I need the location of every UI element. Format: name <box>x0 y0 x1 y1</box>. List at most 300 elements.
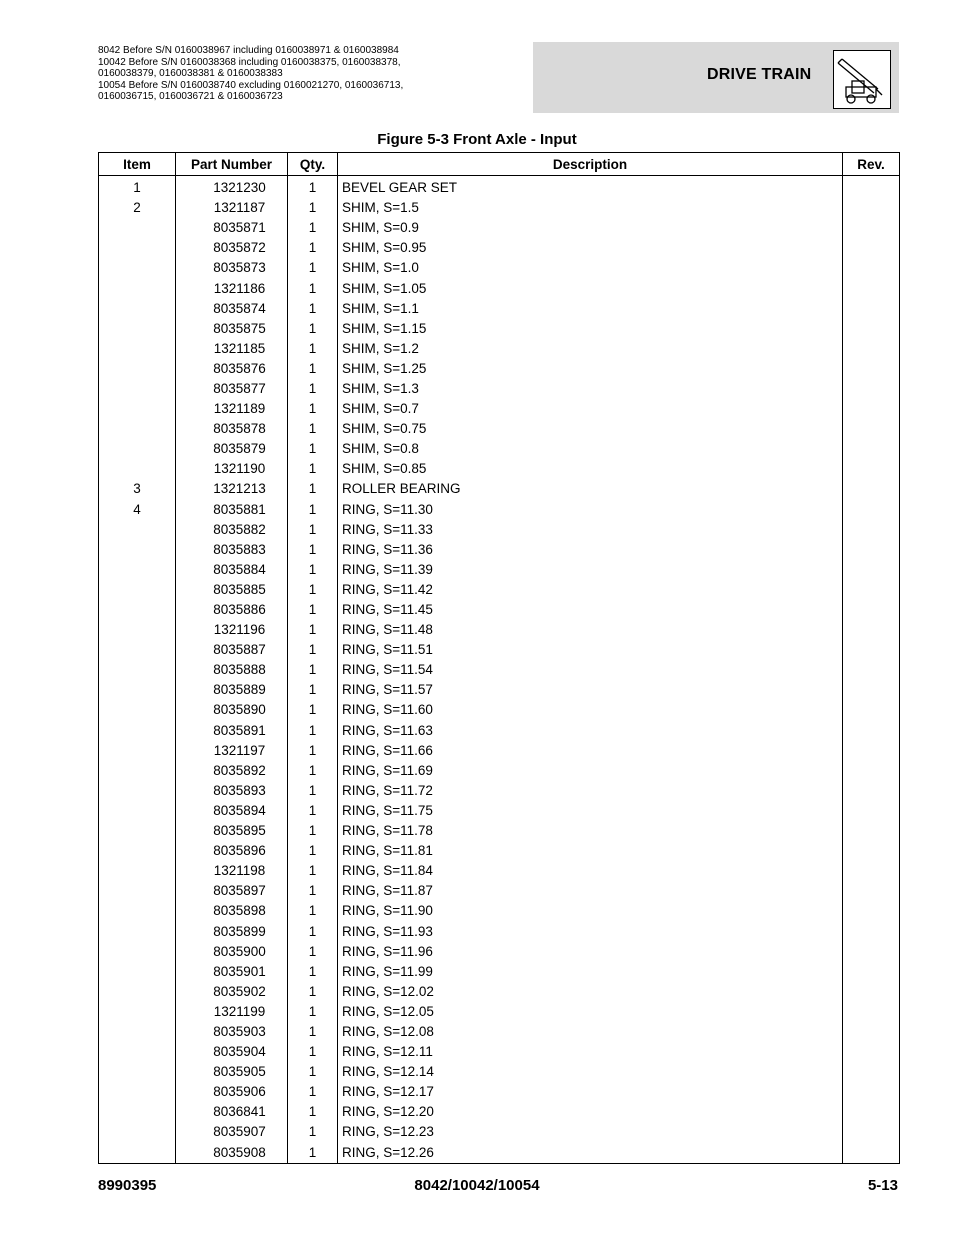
table-row <box>99 379 900 399</box>
table-row <box>99 841 900 861</box>
cell-rev <box>843 942 900 962</box>
cell-description: RING, S=12.05 <box>338 1002 843 1022</box>
cell-description: RING, S=11.63 <box>338 721 843 741</box>
cell-description: SHIM, S=1.15 <box>338 319 843 339</box>
cell-rev <box>843 801 900 821</box>
figure-title: Figure 5-3 Front Axle - Input <box>377 131 577 148</box>
cell-rev <box>843 721 900 741</box>
table-row <box>99 640 900 660</box>
cell-qty: 1 <box>288 1042 338 1062</box>
footer-page-number: 5-13 <box>867 1177 898 1194</box>
cell-part-number: 8035890 <box>176 700 288 720</box>
cell-rev <box>843 278 900 298</box>
cell-description: RING, S=12.14 <box>338 1062 843 1082</box>
cell-rev <box>843 479 900 499</box>
table-row <box>99 540 900 560</box>
cell-qty: 1 <box>288 238 338 258</box>
table-row <box>99 299 900 319</box>
cell-rev <box>843 761 900 781</box>
cell-item <box>99 821 176 841</box>
cell-qty: 1 <box>288 1002 338 1022</box>
cell-rev <box>843 962 900 982</box>
table-row <box>99 218 900 238</box>
cell-item <box>99 660 176 680</box>
cell-item <box>99 841 176 861</box>
cell-rev <box>843 1042 900 1062</box>
cell-part-number: 8035901 <box>176 962 288 982</box>
cell-part-number: 8035881 <box>176 500 288 520</box>
table-row <box>99 620 900 640</box>
table-row <box>99 258 900 278</box>
cell-description: SHIM, S=1.25 <box>338 359 843 379</box>
cell-item <box>99 359 176 379</box>
cell-item <box>99 379 176 399</box>
cell-rev <box>843 176 900 199</box>
cell-item <box>99 761 176 781</box>
cell-description: RING, S=11.69 <box>338 761 843 781</box>
table-row <box>99 962 900 982</box>
cell-item: 1 <box>99 176 176 199</box>
cell-qty: 1 <box>288 680 338 700</box>
cell-rev <box>843 861 900 881</box>
cell-part-number: 1321197 <box>176 741 288 761</box>
table-row <box>99 1042 900 1062</box>
table-header-row <box>99 153 900 176</box>
cell-qty: 1 <box>288 359 338 379</box>
table-row <box>99 1082 900 1102</box>
cell-qty: 1 <box>288 942 338 962</box>
cell-description: RING, S=11.99 <box>338 962 843 982</box>
cell-description: RING, S=11.78 <box>338 821 843 841</box>
cell-rev <box>843 640 900 660</box>
cell-item <box>99 560 176 580</box>
cell-item <box>99 901 176 921</box>
cell-part-number: 1321186 <box>176 278 288 298</box>
cell-part-number: 1321190 <box>176 459 288 479</box>
table-row <box>99 741 900 761</box>
cell-description: RING, S=11.57 <box>338 680 843 700</box>
section-header <box>533 42 899 113</box>
cell-qty: 1 <box>288 901 338 921</box>
cell-item <box>99 1062 176 1082</box>
parts-table <box>98 152 900 1164</box>
cell-description: RING, S=11.75 <box>338 801 843 821</box>
cell-qty: 1 <box>288 761 338 781</box>
cell-part-number: 8035907 <box>176 1122 288 1142</box>
cell-rev <box>843 439 900 459</box>
cell-part-number: 8035903 <box>176 1022 288 1042</box>
cell-description: RING, S=11.54 <box>338 660 843 680</box>
cell-description: SHIM, S=1.05 <box>338 278 843 298</box>
cell-item <box>99 399 176 419</box>
cell-part-number: 8035872 <box>176 238 288 258</box>
cell-description: SHIM, S=0.95 <box>338 238 843 258</box>
table-row <box>99 520 900 540</box>
cell-rev <box>843 620 900 640</box>
cell-description: SHIM, S=0.8 <box>338 439 843 459</box>
cell-rev <box>843 781 900 801</box>
cell-rev <box>843 540 900 560</box>
cell-description: SHIM, S=1.1 <box>338 299 843 319</box>
cell-description: RING, S=11.81 <box>338 841 843 861</box>
table-row <box>99 901 900 921</box>
cell-part-number: 8035891 <box>176 721 288 741</box>
cell-part-number: 8035897 <box>176 881 288 901</box>
cell-part-number: 8035904 <box>176 1042 288 1062</box>
cell-description: SHIM, S=0.7 <box>338 399 843 419</box>
cell-qty: 1 <box>288 176 338 199</box>
cell-description: RING, S=11.66 <box>338 741 843 761</box>
table-row <box>99 861 900 881</box>
cell-part-number: 8036841 <box>176 1102 288 1122</box>
table-row <box>99 319 900 339</box>
table-row <box>99 721 900 741</box>
cell-item <box>99 540 176 560</box>
cell-rev <box>843 580 900 600</box>
cell-part-number: 8035908 <box>176 1143 288 1164</box>
cell-item <box>99 319 176 339</box>
cell-item <box>99 459 176 479</box>
parts-table-body <box>99 176 900 1164</box>
applicability-line: 8042 Before S/N 0160038967 including 0160038971 & 0160038984 <box>98 45 399 56</box>
table-row <box>99 1122 900 1142</box>
cell-description: SHIM, S=1.0 <box>338 258 843 278</box>
cell-qty: 1 <box>288 299 338 319</box>
cell-part-number: 1321185 <box>176 339 288 359</box>
cell-rev <box>843 600 900 620</box>
cell-qty: 1 <box>288 781 338 801</box>
cell-item <box>99 921 176 941</box>
cell-description: RING, S=11.96 <box>338 942 843 962</box>
cell-part-number: 8035893 <box>176 781 288 801</box>
cell-part-number: 8035896 <box>176 841 288 861</box>
cell-rev <box>843 1082 900 1102</box>
table-row <box>99 700 900 720</box>
cell-qty: 1 <box>288 600 338 620</box>
cell-description: BEVEL GEAR SET <box>338 176 843 199</box>
cell-part-number: 8035902 <box>176 982 288 1002</box>
cell-part-number: 8035887 <box>176 640 288 660</box>
cell-rev <box>843 1122 900 1142</box>
table-row <box>99 359 900 379</box>
cell-description: RING, S=12.20 <box>338 1102 843 1122</box>
cell-rev <box>843 901 900 921</box>
applicability-line: 0160038379, 0160038381 & 0160038383 <box>98 68 283 79</box>
table-row <box>99 198 900 218</box>
table-row <box>99 439 900 459</box>
cell-item <box>99 1022 176 1042</box>
cell-item <box>99 419 176 439</box>
cell-qty: 1 <box>288 218 338 238</box>
cell-description: SHIM, S=1.2 <box>338 339 843 359</box>
cell-rev <box>843 419 900 439</box>
cell-rev <box>843 1102 900 1122</box>
cell-item <box>99 640 176 660</box>
cell-qty: 1 <box>288 1022 338 1042</box>
cell-description: RING, S=12.08 <box>338 1022 843 1042</box>
cell-item <box>99 580 176 600</box>
cell-rev <box>843 881 900 901</box>
cell-description: RING, S=11.36 <box>338 540 843 560</box>
table-row <box>99 399 900 419</box>
cell-part-number: 8035888 <box>176 660 288 680</box>
cell-qty: 1 <box>288 479 338 499</box>
cell-qty: 1 <box>288 841 338 861</box>
cell-item <box>99 238 176 258</box>
cell-qty: 1 <box>288 801 338 821</box>
table-row <box>99 921 900 941</box>
cell-item <box>99 861 176 881</box>
cell-rev <box>843 841 900 861</box>
cell-qty: 1 <box>288 982 338 1002</box>
cell-qty: 1 <box>288 881 338 901</box>
table-row <box>99 459 900 479</box>
cell-rev <box>843 258 900 278</box>
cell-qty: 1 <box>288 660 338 680</box>
cell-part-number: 8035895 <box>176 821 288 841</box>
cell-item <box>99 218 176 238</box>
table-row <box>99 339 900 359</box>
cell-part-number: 8035878 <box>176 419 288 439</box>
cell-qty: 1 <box>288 258 338 278</box>
cell-description: SHIM, S=0.75 <box>338 419 843 439</box>
cell-item <box>99 721 176 741</box>
cell-item <box>99 1143 176 1164</box>
cell-item <box>99 781 176 801</box>
cell-part-number: 8035892 <box>176 761 288 781</box>
cell-qty: 1 <box>288 1122 338 1142</box>
applicability-line: 0160036715, 0160036721 & 0160036723 <box>98 91 283 102</box>
cell-description: RING, S=11.87 <box>338 881 843 901</box>
table-row <box>99 942 900 962</box>
cell-rev <box>843 238 900 258</box>
cell-rev <box>843 299 900 319</box>
cell-part-number: 8035873 <box>176 258 288 278</box>
cell-rev <box>843 821 900 841</box>
table-row <box>99 1002 900 1022</box>
cell-part-number: 8035882 <box>176 520 288 540</box>
section-title: DRIVE TRAIN <box>707 66 812 83</box>
cell-part-number: 8035879 <box>176 439 288 459</box>
cell-description: SHIM, S=1.5 <box>338 198 843 218</box>
cell-rev <box>843 500 900 520</box>
column-header-qty: Qty. <box>288 153 338 176</box>
footer-doc-number: 8990395 <box>98 1177 157 1194</box>
telehandler-icon <box>833 50 891 109</box>
cell-part-number: 1321198 <box>176 861 288 881</box>
table-row <box>99 419 900 439</box>
cell-rev <box>843 520 900 540</box>
cell-item: 3 <box>99 479 176 499</box>
cell-qty: 1 <box>288 741 338 761</box>
cell-description: ROLLER BEARING <box>338 479 843 499</box>
cell-qty: 1 <box>288 198 338 218</box>
cell-rev <box>843 359 900 379</box>
cell-part-number: 8035900 <box>176 942 288 962</box>
applicability-line: 10054 Before S/N 0160038740 excluding 0160021270, 0160036713, <box>98 79 404 91</box>
cell-rev <box>843 680 900 700</box>
table-row <box>99 278 900 298</box>
table-row <box>99 1102 900 1122</box>
cell-part-number: 1321199 <box>176 1002 288 1022</box>
table-row <box>99 176 900 199</box>
cell-qty: 1 <box>288 339 338 359</box>
cell-qty: 1 <box>288 379 338 399</box>
cell-item <box>99 1122 176 1142</box>
cell-qty: 1 <box>288 1082 338 1102</box>
table-row <box>99 1143 900 1164</box>
cell-qty: 1 <box>288 1102 338 1122</box>
cell-rev <box>843 1062 900 1082</box>
cell-rev <box>843 319 900 339</box>
cell-part-number: 8035885 <box>176 580 288 600</box>
table-row <box>99 881 900 901</box>
cell-item <box>99 741 176 761</box>
cell-item <box>99 1042 176 1062</box>
table-row <box>99 801 900 821</box>
cell-part-number: 8035905 <box>176 1062 288 1082</box>
table-row <box>99 1062 900 1082</box>
cell-description: RING, S=11.33 <box>338 520 843 540</box>
cell-part-number: 8035906 <box>176 1082 288 1102</box>
cell-description: SHIM, S=0.9 <box>338 218 843 238</box>
cell-part-number: 1321213 <box>176 479 288 499</box>
cell-rev <box>843 660 900 680</box>
cell-description: RING, S=11.42 <box>338 580 843 600</box>
cell-qty: 1 <box>288 861 338 881</box>
table-row <box>99 560 900 580</box>
cell-part-number: 8035899 <box>176 921 288 941</box>
cell-part-number: 8035883 <box>176 540 288 560</box>
cell-item <box>99 299 176 319</box>
cell-qty: 1 <box>288 319 338 339</box>
cell-rev <box>843 741 900 761</box>
cell-qty: 1 <box>288 500 338 520</box>
column-header-item: Item <box>99 153 176 176</box>
cell-rev <box>843 1022 900 1042</box>
cell-qty: 1 <box>288 278 338 298</box>
cell-item <box>99 1082 176 1102</box>
cell-description: RING, S=11.51 <box>338 640 843 660</box>
cell-qty: 1 <box>288 439 338 459</box>
cell-qty: 1 <box>288 921 338 941</box>
cell-item <box>99 600 176 620</box>
cell-part-number: 8035871 <box>176 218 288 238</box>
cell-qty: 1 <box>288 580 338 600</box>
cell-description: RING, S=12.11 <box>338 1042 843 1062</box>
cell-item <box>99 942 176 962</box>
cell-rev <box>843 459 900 479</box>
footer-models: 8042/10042/10054 <box>414 1177 540 1194</box>
cell-description: SHIM, S=1.3 <box>338 379 843 399</box>
cell-description: SHIM, S=0.85 <box>338 459 843 479</box>
cell-part-number: 8035886 <box>176 600 288 620</box>
table-row <box>99 1022 900 1042</box>
cell-rev <box>843 218 900 238</box>
cell-qty: 1 <box>288 399 338 419</box>
cell-part-number: 8035884 <box>176 560 288 580</box>
cell-item <box>99 620 176 640</box>
cell-qty: 1 <box>288 1143 338 1164</box>
cell-rev <box>843 379 900 399</box>
cell-description: RING, S=12.02 <box>338 982 843 1002</box>
cell-rev <box>843 560 900 580</box>
cell-qty: 1 <box>288 1062 338 1082</box>
cell-rev <box>843 1143 900 1164</box>
cell-item: 4 <box>99 500 176 520</box>
cell-description: RING, S=11.30 <box>338 500 843 520</box>
cell-rev <box>843 921 900 941</box>
cell-item <box>99 1102 176 1122</box>
cell-qty: 1 <box>288 962 338 982</box>
cell-qty: 1 <box>288 540 338 560</box>
cell-part-number: 1321196 <box>176 620 288 640</box>
cell-description: RING, S=11.84 <box>338 861 843 881</box>
cell-description: RING, S=11.90 <box>338 901 843 921</box>
applicability-notes <box>98 45 518 103</box>
cell-item <box>99 339 176 359</box>
cell-description: RING, S=11.48 <box>338 620 843 640</box>
cell-rev <box>843 399 900 419</box>
cell-item <box>99 982 176 1002</box>
cell-qty: 1 <box>288 419 338 439</box>
cell-part-number: 8035875 <box>176 319 288 339</box>
cell-description: RING, S=11.93 <box>338 921 843 941</box>
table-row <box>99 238 900 258</box>
table-row <box>99 479 900 499</box>
cell-item: 2 <box>99 198 176 218</box>
table-row <box>99 600 900 620</box>
cell-part-number: 8035898 <box>176 901 288 921</box>
cell-item <box>99 1002 176 1022</box>
cell-qty: 1 <box>288 721 338 741</box>
cell-item <box>99 278 176 298</box>
cell-item <box>99 680 176 700</box>
cell-item <box>99 700 176 720</box>
column-header-part-number: Part Number <box>176 153 288 176</box>
column-header-rev: Rev. <box>843 153 900 176</box>
cell-qty: 1 <box>288 700 338 720</box>
cell-rev <box>843 700 900 720</box>
cell-part-number: 8035876 <box>176 359 288 379</box>
cell-part-number: 1321230 <box>176 176 288 199</box>
cell-item <box>99 520 176 540</box>
cell-description: RING, S=11.72 <box>338 781 843 801</box>
cell-qty: 1 <box>288 620 338 640</box>
cell-rev <box>843 982 900 1002</box>
cell-part-number: 8035894 <box>176 801 288 821</box>
column-header-description: Description <box>338 153 843 176</box>
cell-description: RING, S=11.60 <box>338 700 843 720</box>
cell-description: RING, S=12.17 <box>338 1082 843 1102</box>
cell-rev <box>843 339 900 359</box>
table-row <box>99 500 900 520</box>
cell-qty: 1 <box>288 520 338 540</box>
cell-description: RING, S=11.45 <box>338 600 843 620</box>
applicability-line: 10042 Before S/N 0160038368 including 0160038375, 0160038378, <box>98 56 401 68</box>
cell-part-number: 8035889 <box>176 680 288 700</box>
cell-item <box>99 258 176 278</box>
cell-description: RING, S=12.23 <box>338 1122 843 1142</box>
cell-item <box>99 439 176 459</box>
cell-part-number: 8035874 <box>176 299 288 319</box>
cell-description: RING, S=12.26 <box>338 1143 843 1164</box>
cell-part-number: 1321189 <box>176 399 288 419</box>
cell-item <box>99 962 176 982</box>
cell-qty: 1 <box>288 640 338 660</box>
cell-item <box>99 881 176 901</box>
cell-item <box>99 801 176 821</box>
